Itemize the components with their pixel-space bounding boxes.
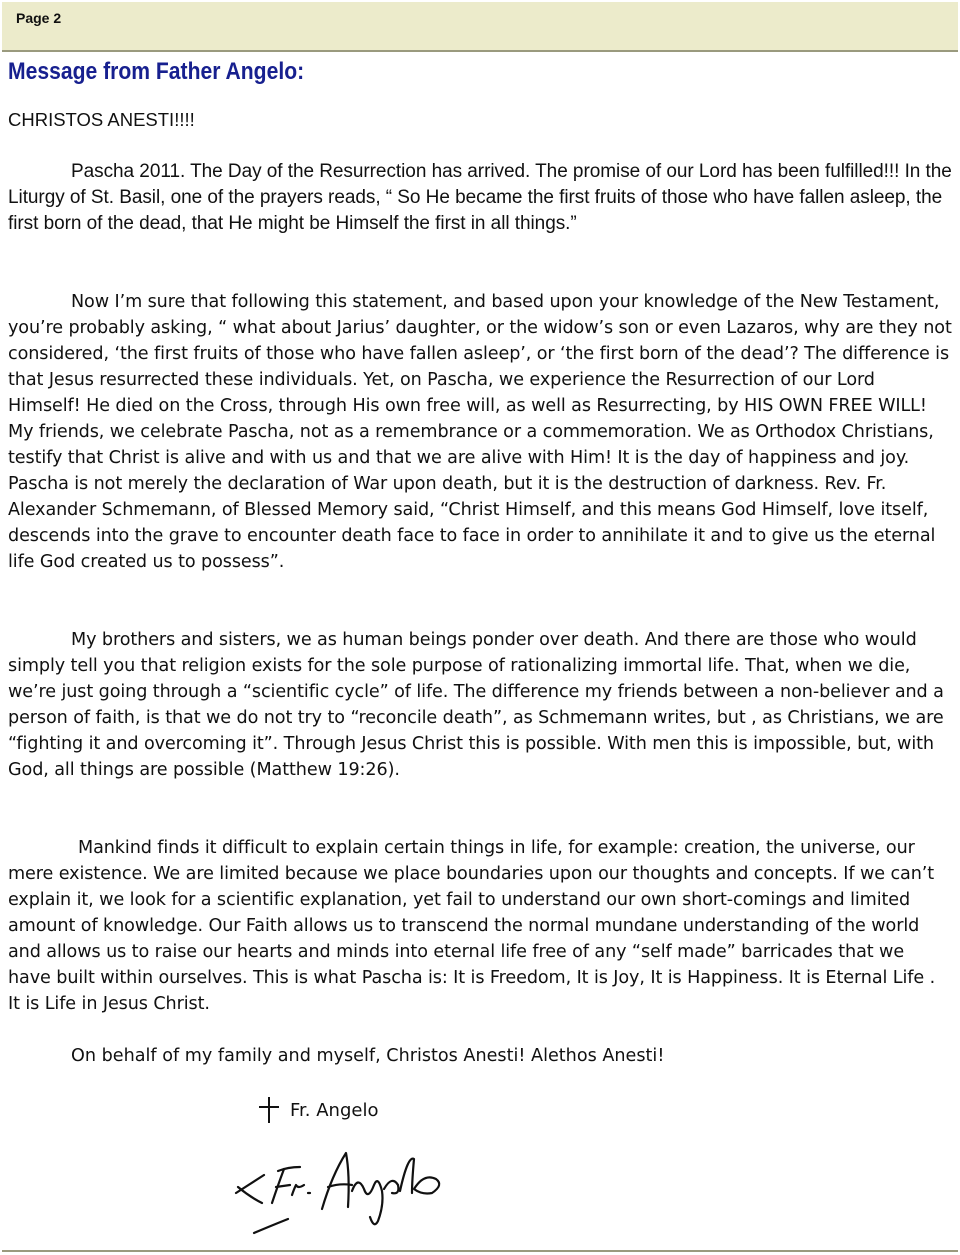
paragraph-1: Pascha 2011. The Day of the Resurrection has arrived. The promise of our Lord has been fulfilled!!! In the Liturgy of St. Basil, one of the prayers reads, “ So He became the first fruits of those who have fallen asleep, the first born of the dead, that He might be Himself the first in all things.” bbox=[8, 161, 952, 234]
paragraph-2: Now I’m sure that following this statement, and based upon your knowledge of the New Testament, you’re probably asking, “ what about Jarius’ daughter, or the widow’s son or even Lazaros, why are they not considered, ‘the first fruits of those who have fallen asleep’, or ‘the first born of the dead’? The difference is that Jesus resurrected these individuals. Yet, on Pascha, we experience the Resurrection of our Lord Himself! He died on the Cross, through His own free will, as well as Resurrecting, by HIS OWN FREE WILL! My friends, we celebrate Pascha, not as a remembrance or a commemoration. We as Orthodox Christians, testify that Christ is alive and with us and that we are alive with Him! It is the day of happiness and joy. Pascha is not merely the declaration of War upon death, but it is the destruction of darkness. Rev. Fr. Alexander Schmemann, of Blessed Memory said, “Christ Himself, and this means God Himself, love itself, descends into the grave to encounter death face to face in order to annihilate it and to give us the eternal life God created us to possess”. bbox=[8, 292, 952, 572]
closing-line: On behalf of my family and myself, Christos Anesti! Alethos Anesti! bbox=[71, 1046, 665, 1066]
article-title: Message from Father Angelo: bbox=[8, 58, 305, 85]
signoff-name: Fr. Angelo bbox=[290, 1099, 379, 1121]
signoff bbox=[258, 1096, 378, 1124]
paragraph-3: My brothers and sisters, we as human beings ponder over death. And there are those who would simply tell you that religion exists for the sole purpose of rationalizing immortal life. That, when we die, we’re just going through a “scientific cycle” of life. The difference my friends between a non-believer and a person of faith, is that we do not try to “reconcile death”, as Schmemann writes, but , as Christians, we are “fighting it and overcoming it”. Through Jesus Christ this is possible. With men this is impossible, but, with God, all things are possible (Matthew 19:26). bbox=[8, 630, 944, 780]
page-header bbox=[2, 2, 958, 52]
handwritten-signature bbox=[228, 1145, 458, 1235]
footer-divider bbox=[2, 1250, 958, 1252]
greeting-line: CHRISTOS ANESTI!!!! bbox=[8, 109, 195, 130]
page-number-label: Page 2 bbox=[16, 10, 62, 26]
cross-icon bbox=[258, 1096, 280, 1124]
paragraph-4: Mankind finds it difficult to explain certain things in life, for example: creation, the universe, our mere existence. We are limited because we place boundaries upon our thoughts and concepts. If we can’t explain it, we look for a scientific explanation, yet fail to understand our own short-comings and limited amount of knowledge. Our Faith allows us to transcend the normal mundane understanding of the world and allows us to raise our hearts and minds into eternal life free of any “self made” barricades that we have built within ourselves. This is what Pascha is: It is Freedom, It is Joy, It is Happiness. It is Eternal Life . It is Life in Jesus Christ. bbox=[8, 838, 936, 1014]
